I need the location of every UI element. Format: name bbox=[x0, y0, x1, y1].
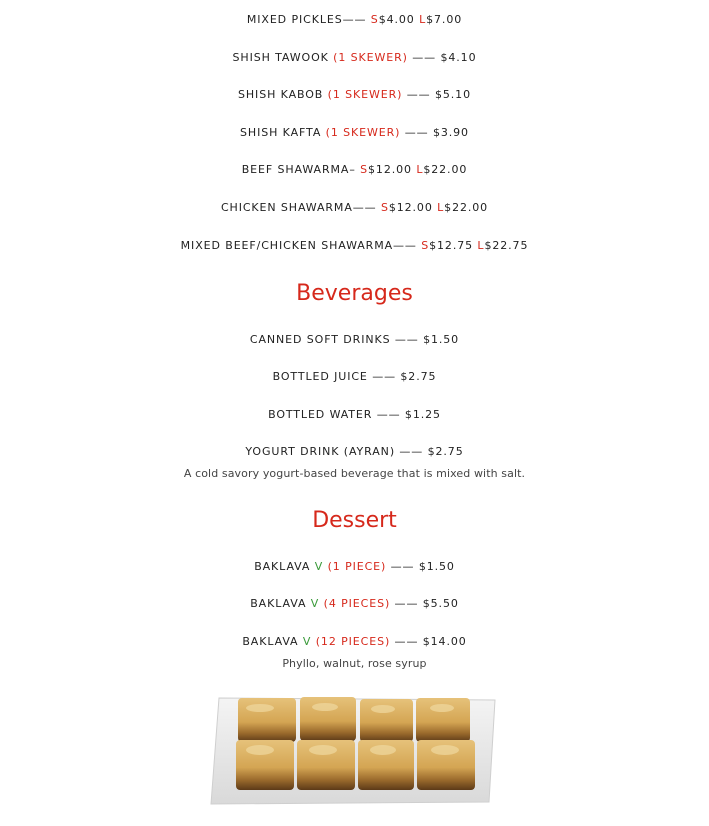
menu-item-beef-shawarma bbox=[0, 163, 709, 177]
item-qualifier: (1 PIECE) bbox=[327, 560, 387, 573]
menu-item-baklava-1 bbox=[0, 560, 709, 574]
item-name: CANNED SOFT DRINKS bbox=[249, 333, 391, 346]
vegetarian-marker: V bbox=[302, 635, 312, 648]
item-price: $2.75 bbox=[427, 445, 464, 458]
item-dash: —— bbox=[352, 201, 381, 214]
item-dash: —— bbox=[390, 635, 423, 648]
item-name: BOTTLED WATER bbox=[268, 408, 373, 421]
item-qualifier: (1 SKEWER) bbox=[327, 88, 403, 101]
item-dash: —— bbox=[342, 13, 371, 26]
item-dash: —— bbox=[412, 51, 441, 64]
menu-item-bottled-juice bbox=[0, 370, 709, 384]
item-name: MIXED BEEF/CHICKEN SHAWARMA bbox=[180, 239, 394, 252]
section-heading-dessert: Dessert bbox=[312, 508, 397, 533]
item-name: YOGURT DRINK (AYRAN) bbox=[245, 445, 396, 458]
item-name: SHISH TAWOOK bbox=[232, 51, 329, 64]
item-dash: —— bbox=[404, 126, 433, 139]
large-size-label: L bbox=[477, 239, 485, 252]
small-size-label: S bbox=[360, 163, 369, 176]
baklava-row-top bbox=[238, 697, 470, 742]
menu-item-yogurt-drink bbox=[0, 445, 709, 459]
item-dash: – bbox=[349, 163, 361, 176]
small-price: $4.00 bbox=[378, 13, 415, 26]
item-dash: —— bbox=[393, 239, 422, 252]
menu-item-baklava-12 bbox=[0, 635, 709, 649]
item-qualifier: (1 SKEWER) bbox=[333, 51, 408, 64]
item-price: $2.75 bbox=[400, 370, 437, 383]
item-name: BAKLAVA bbox=[254, 560, 311, 573]
large-size-label: L bbox=[437, 201, 445, 214]
menu-item-bottled-water bbox=[0, 408, 709, 422]
item-price: $1.25 bbox=[404, 408, 441, 421]
large-price: $22.75 bbox=[484, 239, 529, 252]
item-price: $4.10 bbox=[440, 51, 477, 64]
item-name: CHICKEN SHAWARMA bbox=[220, 201, 353, 214]
item-dash: —— bbox=[395, 445, 428, 458]
item-price: $5.10 bbox=[434, 88, 471, 101]
small-size-label: S bbox=[380, 201, 389, 214]
yogurt-drink-description: A cold savory yogurt-based beverage that is mixed with salt. bbox=[183, 467, 526, 480]
item-name: MIXED PICKLES bbox=[246, 13, 343, 26]
baklava-photo bbox=[205, 690, 503, 808]
small-size-label: S bbox=[421, 239, 430, 252]
item-name: BEEF SHAWARMA bbox=[241, 163, 350, 176]
menu-item-canned-soft-drinks bbox=[0, 333, 709, 347]
item-price: $5.50 bbox=[422, 597, 459, 610]
item-price: $14.00 bbox=[422, 635, 467, 648]
item-price: $1.50 bbox=[423, 333, 460, 346]
menu-item-baklava-4 bbox=[0, 597, 709, 611]
menu-item-shish-tawook bbox=[0, 51, 709, 65]
item-name: SHISH KAFTA bbox=[240, 126, 322, 139]
vegetarian-marker: V bbox=[310, 597, 320, 610]
item-dash: —— bbox=[390, 333, 424, 346]
menu-item-shish-kafta bbox=[0, 126, 709, 140]
item-dash: —— bbox=[386, 560, 419, 573]
large-price: $22.00 bbox=[423, 163, 468, 176]
vegetarian-marker: V bbox=[314, 560, 324, 573]
item-price: $1.50 bbox=[418, 560, 455, 573]
section-heading-beverages: Beverages bbox=[296, 281, 413, 306]
item-name: SHISH KABOB bbox=[238, 88, 324, 101]
large-price: $7.00 bbox=[426, 13, 463, 26]
large-size-label: L bbox=[419, 13, 427, 26]
small-size-label: S bbox=[370, 13, 379, 26]
menu-item-mixed-shawarma bbox=[0, 239, 709, 253]
item-qualifier: (1 SKEWER) bbox=[325, 126, 401, 139]
item-dash: —— bbox=[367, 370, 401, 383]
menu-item-shish-kabob bbox=[0, 88, 709, 102]
large-size-label: L bbox=[416, 163, 424, 176]
menu-item-mixed-pickles bbox=[0, 13, 709, 27]
baklava-description: Phyllo, walnut, rose syrup bbox=[282, 657, 427, 670]
item-name: BOTTLED JUICE bbox=[272, 370, 368, 383]
item-name: BAKLAVA bbox=[242, 635, 299, 648]
item-dash: —— bbox=[372, 408, 405, 421]
item-name: BAKLAVA bbox=[250, 597, 307, 610]
item-qualifier: (4 PIECES) bbox=[323, 597, 391, 610]
small-price: $12.00 bbox=[388, 201, 433, 214]
item-price: $3.90 bbox=[432, 126, 469, 139]
item-dash: —— bbox=[390, 597, 423, 610]
small-price: $12.00 bbox=[368, 163, 412, 176]
small-price: $12.75 bbox=[429, 239, 474, 252]
item-dash: —— bbox=[406, 88, 435, 101]
item-qualifier: (12 PIECES) bbox=[315, 635, 391, 648]
large-price: $22.00 bbox=[444, 201, 489, 214]
menu-item-chicken-shawarma bbox=[0, 201, 709, 215]
